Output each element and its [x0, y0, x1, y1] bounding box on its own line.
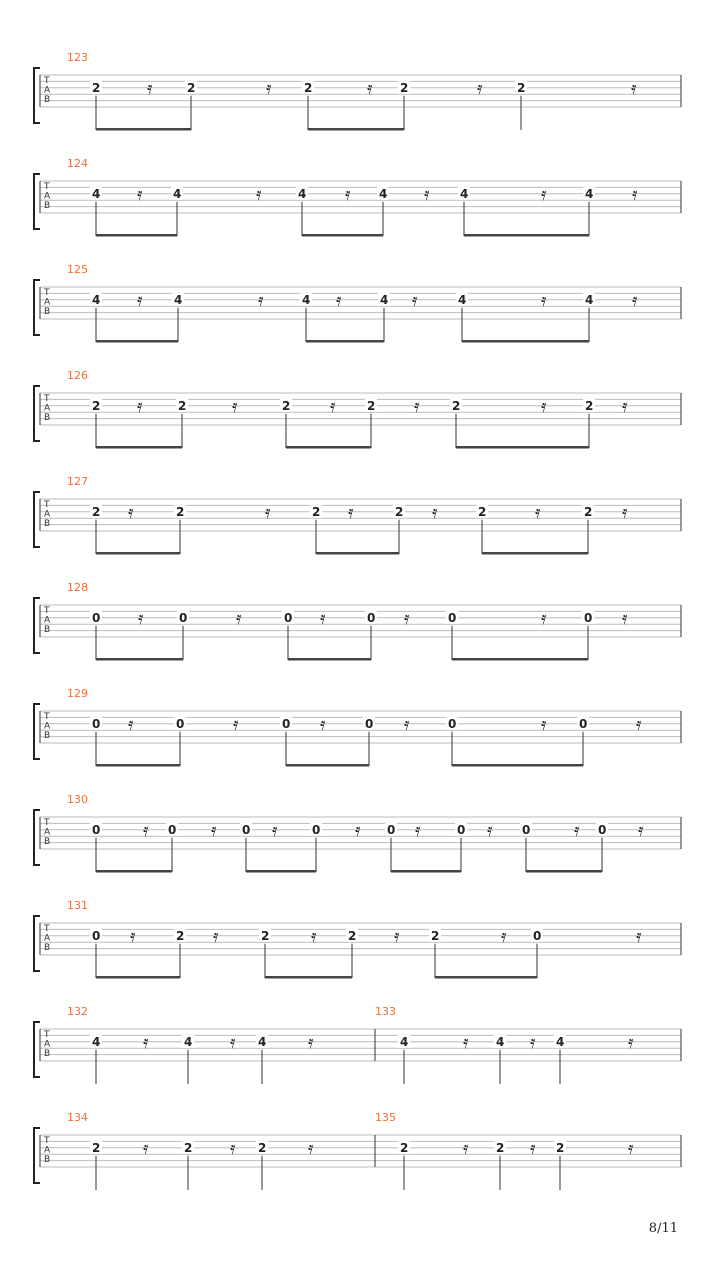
rest-symbol: 𝄿: [320, 607, 326, 629]
beam: [462, 340, 589, 343]
rest-symbol: 𝄿: [143, 1137, 149, 1159]
fret-number: 4: [585, 186, 594, 201]
page-number: 8/11: [648, 1221, 678, 1236]
fret-number: 2: [348, 928, 357, 943]
rest-symbol: 𝄿: [258, 289, 264, 311]
beam: [96, 870, 172, 873]
fret-number: 0: [284, 610, 293, 625]
system-bracket: [34, 492, 40, 547]
fret-number: 2: [556, 1140, 565, 1155]
rest-symbol: 𝄿: [622, 607, 628, 629]
fret-number: 0: [312, 822, 321, 837]
beam: [526, 870, 602, 873]
rest-symbol: 𝄿: [137, 395, 143, 417]
tab-clef-letter: B: [44, 1049, 51, 1059]
measure-number: 123: [67, 51, 88, 64]
fret-number: 0: [282, 716, 291, 731]
rest-symbol: 𝄿: [348, 501, 354, 523]
tab-clef-letter: T: [44, 182, 50, 192]
beam: [96, 764, 180, 767]
measure-number: 130: [67, 793, 88, 806]
fret-number: 4: [92, 186, 101, 201]
beam: [96, 976, 180, 979]
tab-clef-letter: A: [44, 827, 51, 838]
rest-symbol: 𝄿: [330, 395, 336, 417]
tab-clef-letter: B: [44, 307, 51, 317]
fret-number: 2: [400, 80, 409, 95]
fret-number: 0: [367, 610, 376, 625]
fret-number: 4: [496, 1034, 505, 1049]
measure-number: 131: [67, 899, 88, 912]
fret-number: 2: [400, 1140, 409, 1155]
system-bracket: [34, 174, 40, 229]
system-bracket: [34, 68, 40, 123]
rest-symbol: 𝄿: [541, 395, 547, 417]
tab-clef-letter: B: [44, 201, 51, 211]
beam: [482, 552, 588, 555]
fret-number: 2: [282, 398, 291, 413]
rest-symbol: 𝄿: [463, 1031, 469, 1053]
rest-symbol: 𝄿: [535, 501, 541, 523]
rest-symbol: 𝄿: [628, 1137, 634, 1159]
rest-symbol: 𝄿: [622, 395, 628, 417]
rest-symbol: 𝄿: [636, 713, 642, 735]
fret-number: 0: [584, 610, 593, 625]
beam: [96, 552, 180, 555]
rest-symbol: 𝄿: [541, 713, 547, 735]
rest-symbol: 𝄿: [541, 289, 547, 311]
rest-symbol: 𝄿: [272, 819, 278, 841]
fret-number: 4: [173, 186, 182, 201]
fret-number: 2: [261, 928, 270, 943]
measure-number: 125: [67, 263, 88, 276]
fret-number: 4: [400, 1034, 409, 1049]
tab-clef-letter: T: [44, 500, 50, 510]
fret-number: 2: [92, 80, 101, 95]
rest-symbol: 𝄿: [233, 713, 239, 735]
fret-number: 2: [431, 928, 440, 943]
beam: [456, 446, 589, 449]
rest-symbol: 𝄿: [308, 1137, 314, 1159]
tab-clef-letter: A: [44, 509, 51, 520]
rest-symbol: 𝄿: [530, 1137, 536, 1159]
rest-symbol: 𝄿: [230, 1137, 236, 1159]
fret-number: 0: [448, 610, 457, 625]
tab-clef-letter: B: [44, 731, 51, 741]
fret-number: 4: [92, 1034, 101, 1049]
system-bracket: [34, 704, 40, 759]
fret-number: 2: [176, 504, 185, 519]
rest-symbol: 𝄿: [137, 289, 143, 311]
fret-number: 2: [92, 398, 101, 413]
fret-number: 4: [298, 186, 307, 201]
rest-symbol: 𝄿: [143, 819, 149, 841]
tab-clef-letter: B: [44, 943, 51, 953]
beam: [96, 658, 183, 661]
fret-number: 2: [187, 80, 196, 95]
rest-symbol: 𝄿: [487, 819, 493, 841]
rest-symbol: 𝄿: [501, 925, 507, 947]
measure-number: 129: [67, 687, 88, 700]
rest-symbol: 𝄿: [128, 713, 134, 735]
rest-symbol: 𝄿: [622, 501, 628, 523]
rest-symbol: 𝄿: [638, 819, 644, 841]
fret-number: 2: [178, 398, 187, 413]
system-bracket: [34, 1022, 40, 1077]
tab-clef-letter: A: [44, 1039, 51, 1050]
fret-number: 0: [457, 822, 466, 837]
beam: [452, 764, 583, 767]
measure-number: 124: [67, 157, 88, 170]
beam: [286, 446, 371, 449]
rest-symbol: 𝄿: [345, 183, 351, 205]
fret-number: 4: [302, 292, 311, 307]
fret-number: 4: [380, 292, 389, 307]
rest-symbol: 𝄿: [477, 77, 483, 99]
beam: [96, 234, 177, 237]
rest-symbol: 𝄿: [265, 501, 271, 523]
rest-symbol: 𝄿: [632, 183, 638, 205]
beam: [308, 128, 404, 131]
rest-symbol: 𝄿: [530, 1031, 536, 1053]
rest-symbol: 𝄿: [232, 395, 238, 417]
tab-clef-letter: B: [44, 413, 51, 423]
system-bracket: [34, 1128, 40, 1183]
beam: [391, 870, 461, 873]
tab-clef-letter: A: [44, 85, 51, 96]
rest-symbol: 𝄿: [632, 289, 638, 311]
tab-clef-letter: A: [44, 403, 51, 414]
fret-number: 4: [258, 1034, 267, 1049]
fret-number: 4: [184, 1034, 193, 1049]
rest-symbol: 𝄿: [636, 925, 642, 947]
fret-number: 2: [92, 504, 101, 519]
fret-number: 0: [92, 610, 101, 625]
rest-symbol: 𝄿: [574, 819, 580, 841]
tab-clef-letter: A: [44, 1145, 51, 1156]
beam: [288, 658, 371, 661]
rest-symbol: 𝄿: [213, 925, 219, 947]
beam: [96, 340, 178, 343]
tab-clef-letter: T: [44, 394, 50, 404]
fret-number: 2: [452, 398, 461, 413]
beam: [246, 870, 316, 873]
fret-number: 2: [584, 504, 593, 519]
beam: [316, 552, 399, 555]
beam: [96, 446, 182, 449]
tab-clef-letter: B: [44, 519, 51, 529]
beam: [435, 976, 537, 979]
system-bracket: [34, 386, 40, 441]
rest-symbol: 𝄿: [236, 607, 242, 629]
fret-number: 4: [556, 1034, 565, 1049]
fret-number: 2: [517, 80, 526, 95]
rest-symbol: 𝄿: [463, 1137, 469, 1159]
tab-clef-letter: T: [44, 606, 50, 616]
rest-symbol: 𝄿: [311, 925, 317, 947]
rest-symbol: 𝄿: [320, 713, 326, 735]
fret-number: 0: [448, 716, 457, 731]
rest-symbol: 𝄿: [541, 183, 547, 205]
fret-number: 2: [478, 504, 487, 519]
fret-number: 0: [92, 928, 101, 943]
fret-number: 0: [168, 822, 177, 837]
beam: [265, 976, 352, 979]
rest-symbol: 𝄿: [256, 183, 262, 205]
fret-number: 2: [304, 80, 313, 95]
rest-symbol: 𝄿: [355, 819, 361, 841]
rest-symbol: 𝄿: [414, 395, 420, 417]
beam: [302, 234, 383, 237]
fret-number: 2: [367, 398, 376, 413]
tab-clef-letter: T: [44, 818, 50, 828]
tab-clef-letter: B: [44, 1155, 51, 1165]
rest-symbol: 𝄿: [266, 77, 272, 99]
system-bracket: [34, 598, 40, 653]
fret-number: 2: [312, 504, 321, 519]
tab-clef-letter: B: [44, 625, 51, 635]
rest-symbol: 𝄿: [404, 713, 410, 735]
measure-number: 132: [67, 1005, 88, 1018]
tab-clef-letter: T: [44, 288, 50, 298]
fret-number: 4: [460, 186, 469, 201]
measure-number: 126: [67, 369, 88, 382]
rest-symbol: 𝄿: [412, 289, 418, 311]
system-bracket: [34, 916, 40, 971]
rest-symbol: 𝄿: [308, 1031, 314, 1053]
fret-number: 2: [496, 1140, 505, 1155]
tab-clef-letter: T: [44, 712, 50, 722]
tab-clef-letter: A: [44, 191, 51, 202]
fret-number: 0: [365, 716, 374, 731]
tab-clef-letter: A: [44, 933, 51, 944]
tab-clef-letter: A: [44, 615, 51, 626]
fret-number: 0: [92, 716, 101, 731]
fret-number: 2: [585, 398, 594, 413]
fret-number: 4: [379, 186, 388, 201]
beam: [464, 234, 589, 237]
rest-symbol: 𝄿: [432, 501, 438, 523]
rest-symbol: 𝄿: [404, 607, 410, 629]
fret-number: 2: [258, 1140, 267, 1155]
fret-number: 4: [174, 292, 183, 307]
rest-symbol: 𝄿: [230, 1031, 236, 1053]
measure-number: 128: [67, 581, 88, 594]
rest-symbol: 𝄿: [631, 77, 637, 99]
fret-number: 4: [585, 292, 594, 307]
fret-number: 0: [387, 822, 396, 837]
rest-symbol: 𝄿: [541, 607, 547, 629]
rest-symbol: 𝄿: [138, 607, 144, 629]
tab-clef-letter: T: [44, 76, 50, 86]
measure-number: 134: [67, 1111, 88, 1124]
fret-number: 4: [458, 292, 467, 307]
rest-symbol: 𝄿: [367, 77, 373, 99]
fret-number: 0: [179, 610, 188, 625]
system-bracket: [34, 280, 40, 335]
fret-number: 2: [395, 504, 404, 519]
fret-number: 0: [92, 822, 101, 837]
measure-number: 127: [67, 475, 88, 488]
fret-number: 2: [176, 928, 185, 943]
beam: [96, 128, 191, 131]
rest-symbol: 𝄿: [628, 1031, 634, 1053]
beam: [306, 340, 384, 343]
system-bracket: [34, 810, 40, 865]
rest-symbol: 𝄿: [143, 1031, 149, 1053]
rest-symbol: 𝄿: [336, 289, 342, 311]
measure-number: 133: [375, 1005, 396, 1018]
fret-number: 2: [92, 1140, 101, 1155]
beam: [452, 658, 588, 661]
fret-number: 0: [242, 822, 251, 837]
rest-symbol: 𝄿: [128, 501, 134, 523]
rest-symbol: 𝄿: [394, 925, 400, 947]
fret-number: 0: [579, 716, 588, 731]
tab-clef-letter: B: [44, 95, 51, 105]
rest-symbol: 𝄿: [211, 819, 217, 841]
rest-symbol: 𝄿: [137, 183, 143, 205]
fret-number: 0: [176, 716, 185, 731]
tab-clef-letter: T: [44, 924, 50, 934]
tab-clef-letter: T: [44, 1136, 50, 1146]
fret-number: 0: [598, 822, 607, 837]
rest-symbol: 𝄿: [415, 819, 421, 841]
tab-clef-letter: A: [44, 297, 51, 308]
tab-clef-letter: T: [44, 1030, 50, 1040]
measure-number: 135: [375, 1111, 396, 1124]
fret-number: 0: [533, 928, 542, 943]
beam: [286, 764, 369, 767]
fret-number: 2: [184, 1140, 193, 1155]
tab-clef-letter: A: [44, 721, 51, 732]
fret-number: 0: [522, 822, 531, 837]
tab-clef-letter: B: [44, 837, 51, 847]
rest-symbol: 𝄿: [147, 77, 153, 99]
rest-symbol: 𝄿: [424, 183, 430, 205]
rest-symbol: 𝄿: [130, 925, 136, 947]
fret-number: 4: [92, 292, 101, 307]
